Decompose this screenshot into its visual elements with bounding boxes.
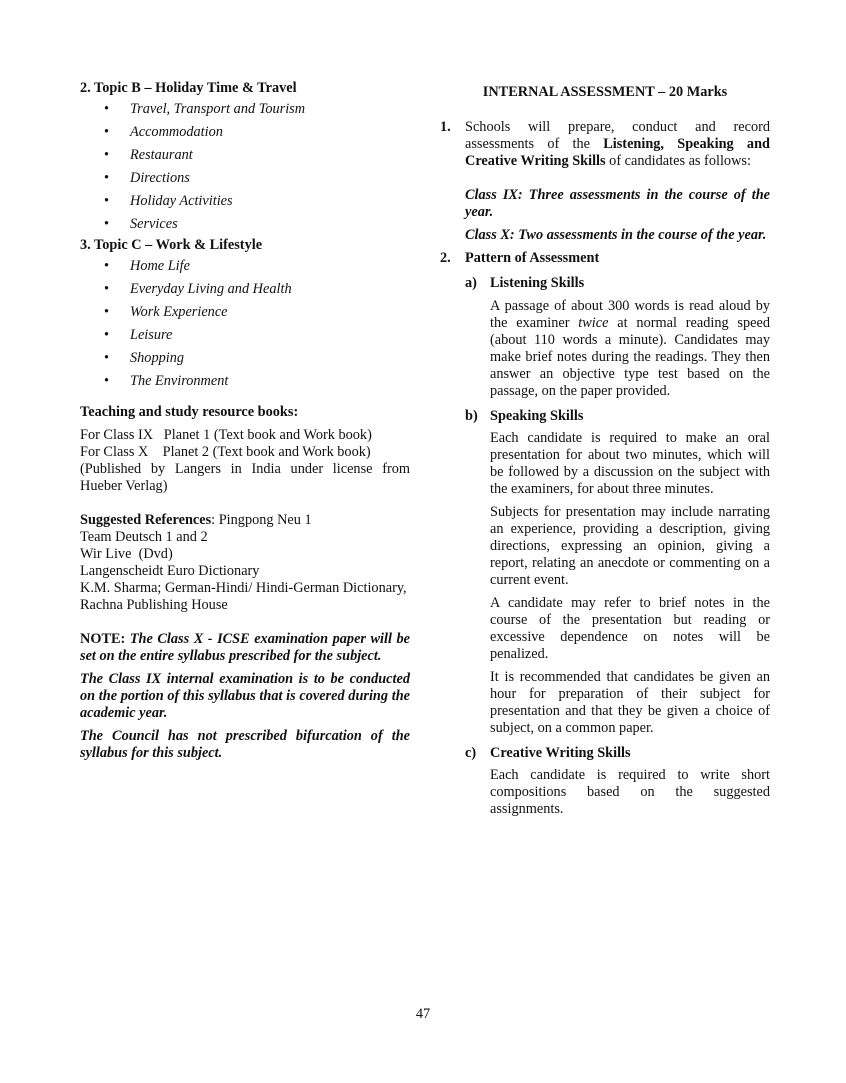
list-item: • Services — [104, 216, 178, 232]
note-text: The Class X - ICSE examination paper will be set on the entire syllabus prescribed for the subject. — [80, 631, 410, 664]
resources-block — [80, 427, 410, 495]
right-column — [440, 84, 770, 824]
class-ix-note: Class IX: Three assessments in the course of the year. — [465, 187, 770, 220]
topic-b-heading: 2. Topic B – Holiday Time & Travel — [80, 80, 297, 96]
list-item: • The Environment — [104, 373, 229, 389]
list-item: • Holiday Activities — [104, 193, 233, 209]
references-label: Suggested References — [80, 512, 212, 528]
listening-skills-heading: a) Listening Skills — [465, 275, 585, 291]
note-text: The Council has not prescribed bifurcation of the syllabus for this subject. — [80, 728, 410, 761]
list-item: • Accommodation — [104, 124, 223, 140]
list-item: • Directions — [104, 170, 190, 186]
topic-c-heading: 3. Topic C – Work & Lifestyle — [80, 237, 263, 253]
topic-b-list — [80, 101, 410, 239]
speaking-paragraph: It is recommended that candidates be given an hour for preparation of their subject for presentation and that they be given a choice of subject, on a common paper. — [490, 669, 770, 736]
internal-assessment-heading: INTERNAL ASSESSMENT – 20 Marks — [482, 84, 728, 100]
list-item: • Travel, Transport and Tourism — [104, 101, 306, 117]
page-number: 47 — [415, 1006, 431, 1022]
left-column — [80, 80, 410, 762]
note-block — [80, 631, 410, 762]
pattern-heading: Pattern of Assessment — [465, 250, 600, 266]
listening-paragraph: A passage of about 300 words is read aloud by the examiner twice at normal reading speed (about 110 words a minute). Candidates may make brief notes during the readings. They then answer an objective type test based on the passage, on the paper provided. — [490, 298, 770, 399]
speaking-paragraph: Each candidate is required to make an oral presentation for about two minutes, which will be followed by a discussion on the subject with the examiners, for about three minutes. — [490, 430, 770, 497]
assessment-item-1: 1. Schools will prepare, conduct and record assessments of the Listening, Speaking and Creative Writing Skills of candidates as follows: Class IX: Three assessments in the course of the year. Class X: Two assessments in the course of the year. — [440, 119, 770, 243]
reference-line: Team Deutsch 1 and 2 — [80, 529, 208, 545]
list-item: • Everyday Living and Health — [104, 281, 292, 297]
resource-line: (Published by Langers in India under license from Hueber Verlag) — [80, 461, 410, 494]
resource-line: For Class IX Planet 1 (Text book and Work book) — [80, 427, 372, 443]
list-item: • Shopping — [104, 350, 185, 366]
reference-line: : Pingpong Neu 1 — [211, 512, 312, 528]
reference-line: K.M. Sharma; German-Hindi/ Hindi-German Dictionary, Rachna Publishing House — [80, 580, 407, 613]
references-block — [80, 512, 410, 614]
speaking-paragraph: Subjects for presentation may include narrating an experience, providing a description, giving directions, expressing an opinion, giving a report, relating an anecdote or commenting on a current event. — [490, 504, 770, 588]
reference-line: Wir Live (Dvd) — [80, 546, 173, 562]
creative-writing-paragraph: Each candidate is required to write short compositions based on the suggested assignments. — [490, 767, 770, 817]
speaking-skills-heading: b) Speaking Skills — [465, 408, 584, 424]
resource-line: For Class X Planet 2 (Text book and Work book) — [80, 444, 371, 460]
resources-heading: Teaching and study resource books: — [80, 404, 299, 420]
list-item: • Work Experience — [104, 304, 228, 320]
assessment-item-2: 2. Pattern of Assessment — [440, 250, 770, 267]
list-item: • Home Life — [104, 258, 190, 274]
topic-c-list — [80, 258, 410, 396]
list-item: • Leisure — [104, 327, 173, 343]
item-1-text: Schools will prepare, conduct and record assessments of the Listening, Speaking and Creative Writing Skills of candidates as follows: — [465, 119, 770, 169]
reference-line: Langenscheidt Euro Dictionary — [80, 563, 260, 579]
list-item: • Restaurant — [104, 147, 193, 163]
speaking-paragraph: A candidate may refer to brief notes in the course of the presentation but reading or excessive dependence on notes will be penalized. — [490, 595, 770, 662]
note-text: The Class IX internal examination is to be conducted on the portion of this syllabus that is covered during the academic year. — [80, 671, 410, 721]
creative-writing-heading: c) Creative Writing Skills — [465, 745, 631, 761]
note-label: NOTE: — [80, 631, 126, 647]
class-x-note: Class X: Two assessments in the course of the year. — [465, 227, 767, 243]
